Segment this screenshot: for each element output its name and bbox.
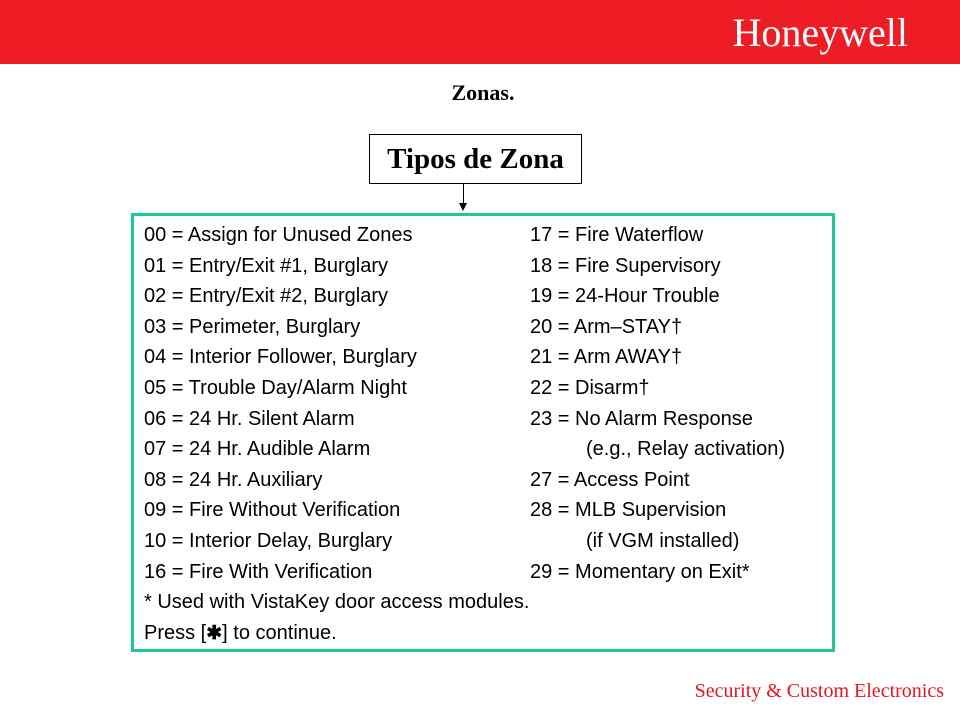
zone-item: 22 = Disarm† [530,376,650,399]
zone-item: 16 = Fire With Verification [144,560,373,583]
zone-item: 08 = 24 Hr. Auxiliary [144,468,323,491]
zone-item: 27 = Access Point [530,468,690,491]
zone-item: 04 = Interior Follower, Burglary [144,346,417,369]
footer-tagline: Security & Custom Electronics [694,680,944,702]
zone-item: 21 = Arm AWAY† [530,346,683,369]
section-subtitle: Zonas. [451,80,515,105]
star-key-icon: ✱ [206,622,223,644]
continue-prompt [144,618,529,649]
zone-item-note: (e.g., Relay activation) [586,438,785,461]
zone-item: 19 = 24-Hour Trouble [530,285,720,308]
zone-footnotes [144,587,529,648]
zone-item: 23 = No Alarm Response [530,407,753,430]
zone-list-left-column [144,220,417,587]
zone-list-right-column [530,220,785,587]
footnote: * Used with VistaKey door access modules. [144,591,530,613]
zone-item: 20 = Arm–STAY† [530,315,683,338]
header-bar [0,0,960,64]
zone-item: 01 = Entry/Exit #1, Burglary [144,254,389,277]
zone-item: 09 = Fire Without Verification [144,499,401,522]
zone-types-panel [131,213,835,652]
zone-item: 17 = Fire Waterflow [530,224,704,246]
continue-prompt-prefix: Press [ [144,621,207,644]
zone-item: 05 = Trouble Day/Alarm Night [144,376,407,399]
zone-item: 18 = Fire Supervisory [530,254,721,277]
zone-item: 03 = Perimeter, Burglary [144,315,361,338]
arrow-down-icon [459,203,467,211]
brand-logo-text: Honeywell [732,10,908,55]
zone-item: 10 = Interior Delay, Burglary [144,529,393,552]
zone-item: 07 = 24 Hr. Audible Alarm [144,438,371,461]
zone-item: 29 = Momentary on Exit* [530,560,750,583]
zone-item: 28 = MLB Supervision [530,499,727,522]
zone-types-title-box: Tipos de Zona [369,134,582,184]
zone-item-note: (if VGM installed) [586,529,740,552]
zone-item: 00 = Assign for Unused Zones [144,224,413,246]
zone-item: 02 = Entry/Exit #2, Burglary [144,285,389,308]
continue-prompt-suffix: ] to continue. [222,621,337,644]
zone-item: 06 = 24 Hr. Silent Alarm [144,407,355,430]
arrow-line [463,184,464,204]
